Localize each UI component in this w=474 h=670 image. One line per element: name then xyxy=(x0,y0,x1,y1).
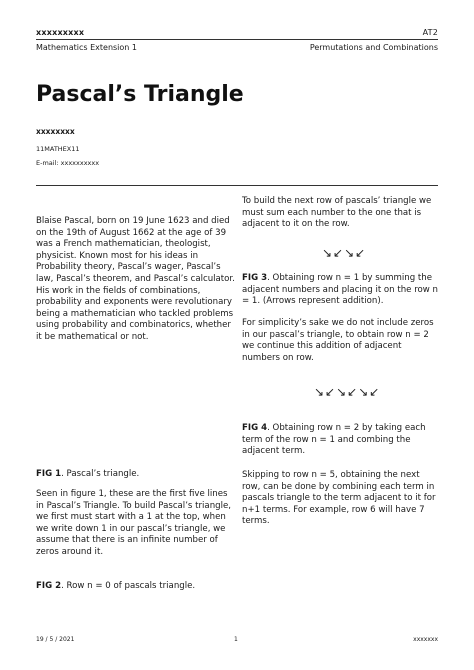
fig4-caption xyxy=(242,423,440,458)
class-code: 11MATHEX11 xyxy=(36,145,80,153)
fig4-label: FIG 4 xyxy=(242,423,268,433)
header-student-id: xxxxxxxxx xyxy=(36,28,85,37)
fig1-caption xyxy=(36,469,236,481)
fig3-caption xyxy=(242,273,440,308)
construction-paragraph: Seen in figure 1, these are the first five lines in Pascal’s Triangle. To build Pascal’s triangle, we first must start with a 1 at the top, when we write down 1 in our pascal’s triangle, we assume that there is an infinite number of zeros around it. xyxy=(36,489,232,557)
fig1-label: FIG 1 xyxy=(36,469,62,479)
fig2-caption xyxy=(36,581,236,593)
fig1-text: . Pascal’s triangle. xyxy=(61,469,140,479)
fig3-addition-arrows: ↘↙↘↙ xyxy=(322,246,367,260)
header-course: Mathematics Extension 1 xyxy=(36,43,138,52)
fig3-text: . Obtaining row n = 1 by summing the adjacent numbers and placing it on the row n = 1. (Arrows represent addition). xyxy=(242,273,439,307)
email: E-mail: xxxxxxxxxx xyxy=(36,159,100,167)
header-task-code: AT2 xyxy=(422,28,438,37)
skipping-paragraph: Skipping to row n = 5, obtaining the next row, can be done by combining each term in pascals triangle to the term adjacent to it for n+1 terms. For example, row 6 will have 7 terms. xyxy=(242,470,436,527)
fig2-label: FIG 2 xyxy=(36,581,62,591)
header-rule xyxy=(36,39,438,40)
footer-date: 19 / 5 / 2021 xyxy=(36,636,75,643)
title-rule xyxy=(36,185,438,186)
page-title: Pascal’s Triangle xyxy=(36,82,244,107)
header-topic: Permutations and Combinations xyxy=(309,43,438,52)
intro-paragraph: Blaise Pascal, born on 19 June 1623 and died on the 19th of August 1662 at the age of 39 was a French mathematician, theologist, physicist. Known most for his ideas in Probability theory, Pascal’s wager, Pascal’s law, Pascal’s theorem, and Pascal’s calculator. His work in the fields of combinations, probability and exponents were revolutionary being a mathematician who tackled problems using probability and combinatorics, whether it be mathematical or not. xyxy=(36,216,235,342)
fig4-text: . Obtaining row n = 2 by taking each term of the row n = 1 and combing the adjacent term. xyxy=(242,423,426,457)
footer-page-number: 1 xyxy=(234,636,238,643)
fig2-text: . Row n = 0 of pascals triangle. xyxy=(61,581,196,591)
row-build-paragraph: To build the next row of pascals’ triangle we must sum each number to the one that is adjacent to it on the row. xyxy=(242,196,432,230)
fig4-addition-arrows: ↘↙↘↙↘↙ xyxy=(314,385,381,399)
simplicity-paragraph: For simplicity’s sake we do not include zeros in our pascal’s triangle, to obtain row n = 2 we continue this addition of adjacent numbers on row. xyxy=(242,318,434,363)
author-name: xxxxxxxx xyxy=(36,127,75,136)
fig3-label: FIG 3 xyxy=(242,273,268,283)
footer-code: xxxxxxx xyxy=(413,636,438,643)
